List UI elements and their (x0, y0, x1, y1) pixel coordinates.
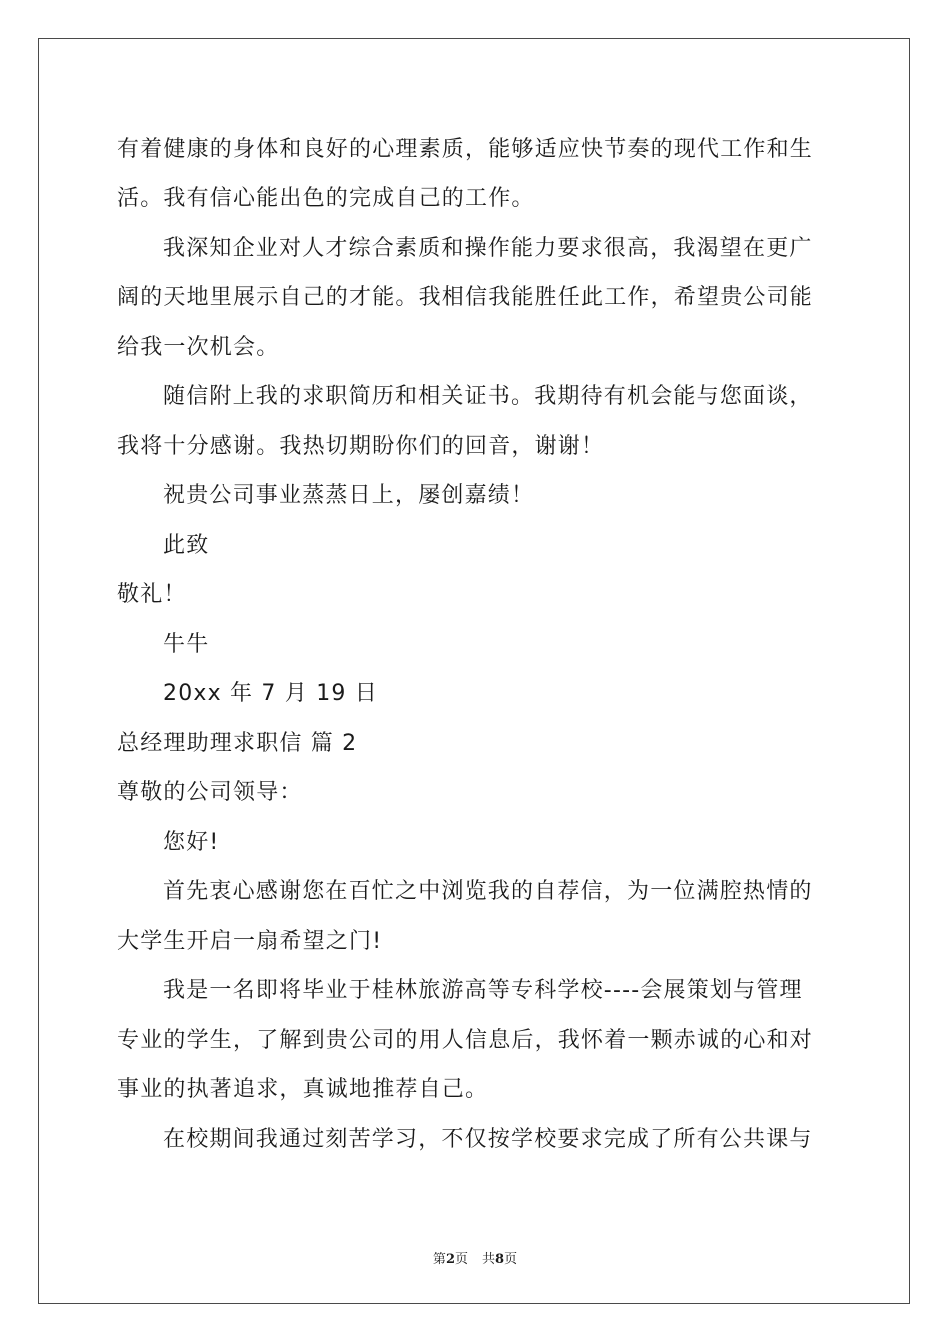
total-pages: 8 (495, 1252, 505, 1267)
page-border (38, 38, 910, 1304)
section-heading: 总经理助理求职信 篇 2 (117, 731, 358, 756)
total-suffix: 页 (504, 1252, 518, 1267)
salutation-line: 敬礼！ (117, 582, 187, 607)
closing-line: 此致 (163, 533, 210, 558)
body-line: 我深知企业对人才综合素质和操作能力要求很高，我渴望在更广 (163, 236, 813, 261)
body-line: 给我一次机会。 (117, 335, 280, 360)
body-line: 有着健康的身体和良好的心理素质，能够适应快节奏的现代工作和生 (117, 137, 814, 162)
body-line: 活。我有信心能出色的完成自己的工作。 (117, 186, 535, 211)
page-footer (0, 1248, 950, 1267)
page-number: 2 (445, 1252, 455, 1267)
body-line: 首先衷心感谢您在百忙之中浏览我的自荐信，为一位满腔热情的 (163, 879, 813, 904)
page-suffix: 页 (454, 1252, 468, 1267)
body-line: 我将十分感谢。我热切期盼你们的回音，谢谢！ (117, 434, 605, 459)
total-prefix: 共 (482, 1252, 496, 1267)
signature-name: 牛牛 (163, 632, 210, 657)
body-line: 大学生开启一扇希望之门! (117, 929, 383, 954)
body-line: 我是一名即将毕业于桂林旅游高等专科学校----会展策划与管理 (163, 978, 803, 1003)
greeting-line: 您好! (163, 830, 220, 855)
greeting-line: 尊敬的公司领导： (117, 780, 303, 805)
body-line: 随信附上我的求职简历和相关证书。我期待有机会能与您面谈， (163, 384, 813, 409)
body-line: 在校期间我通过刻苦学习，不仅按学校要求完成了所有公共课与 (163, 1127, 813, 1152)
body-line: 事业的执著追求，真诚地推荐自己。 (117, 1077, 489, 1102)
body-line: 专业的学生，了解到贵公司的用人信息后，我怀着一颗赤诚的心和对 (117, 1028, 814, 1053)
signature-date: 20xx 年 7 月 19 日 (163, 681, 378, 706)
page-prefix: 第 (432, 1252, 446, 1267)
body-line: 祝贵公司事业蒸蒸日上，屡创嘉绩！ (163, 483, 535, 508)
body-line: 阔的天地里展示自己的才能。我相信我能胜任此工作，希望贵公司能 (117, 285, 814, 310)
